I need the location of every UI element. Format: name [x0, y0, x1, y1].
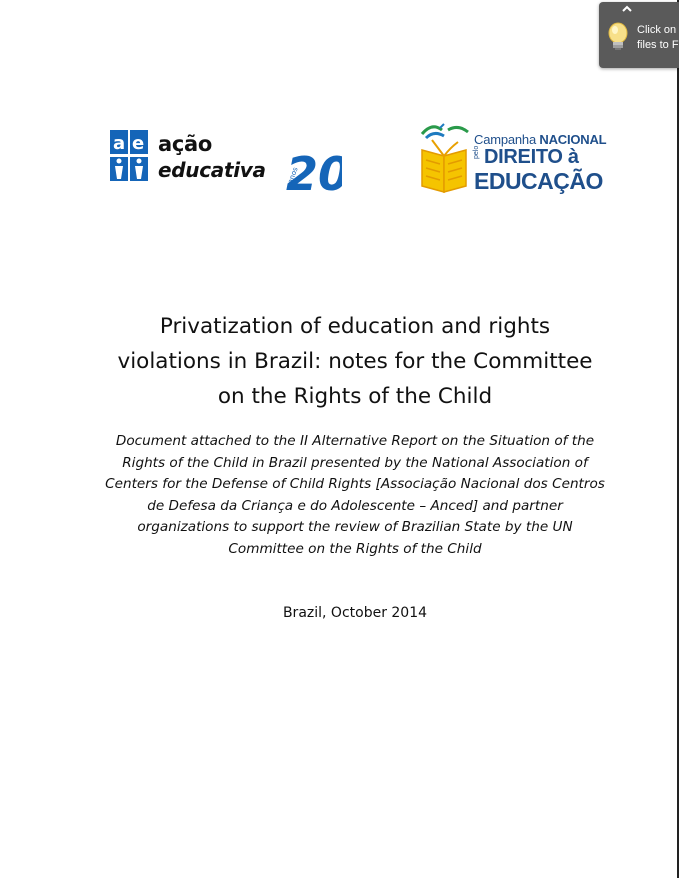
subtitle-line: de Defesa da Criança e do Adolescente – Anced] and partner [147, 497, 563, 514]
campanha-direito-educacao-logo [418, 120, 607, 198]
title-line: violations in Brazil: notes for the Committee [117, 349, 593, 374]
logo-campanha-line2: DIREITO à [484, 146, 579, 168]
lightbulb-icon [607, 22, 629, 55]
chevron-up-icon[interactable] [621, 4, 633, 17]
svg-text:e: e [132, 133, 145, 154]
dateline: Brazil, October 2014 [282, 605, 428, 621]
tooltip-text-line1: Click on [637, 24, 677, 36]
subtitle-line: organizations to support the review of Brazilian State by the UN [137, 519, 573, 535]
subtitle-line: Committee on the Rights of the Child [228, 540, 482, 557]
subtitle-line: Document attached to the II Alternative Report on the Situation of the [115, 433, 595, 449]
logo-anos-text: anos [286, 166, 300, 185]
document-title [60, 309, 650, 414]
document-subtitle [70, 431, 640, 560]
figures-icon [110, 130, 150, 182]
tooltip-notification[interactable] [599, 2, 679, 68]
title-line: Privatization of education and rights [159, 314, 551, 339]
twenty-years-mark [286, 138, 342, 202]
tooltip-text-line2: files to F [637, 39, 679, 51]
logo-number-20: 2 [286, 147, 319, 198]
acao-educativa-logo [110, 128, 342, 200]
svg-text:a: a [113, 133, 126, 154]
title-line: on the Rights of the Child [217, 384, 493, 409]
logo-word-acao: ação [158, 132, 213, 156]
logo-campanha-line1: Campanha NACIONAL [474, 132, 607, 147]
logo-campanha-line3: EDUCAÇÃO [474, 168, 603, 194]
subtitle-line: Rights of the Child in Brazil presented by the National Association of [122, 454, 588, 471]
subtitle-line: Centers for the Defense of Child Rights [Associação Nacional dos Centros [105, 476, 605, 492]
open-book-icon [418, 120, 474, 202]
logo-word-educativa: educativa [158, 158, 266, 182]
logo-pelo-text: pelo [473, 145, 480, 159]
